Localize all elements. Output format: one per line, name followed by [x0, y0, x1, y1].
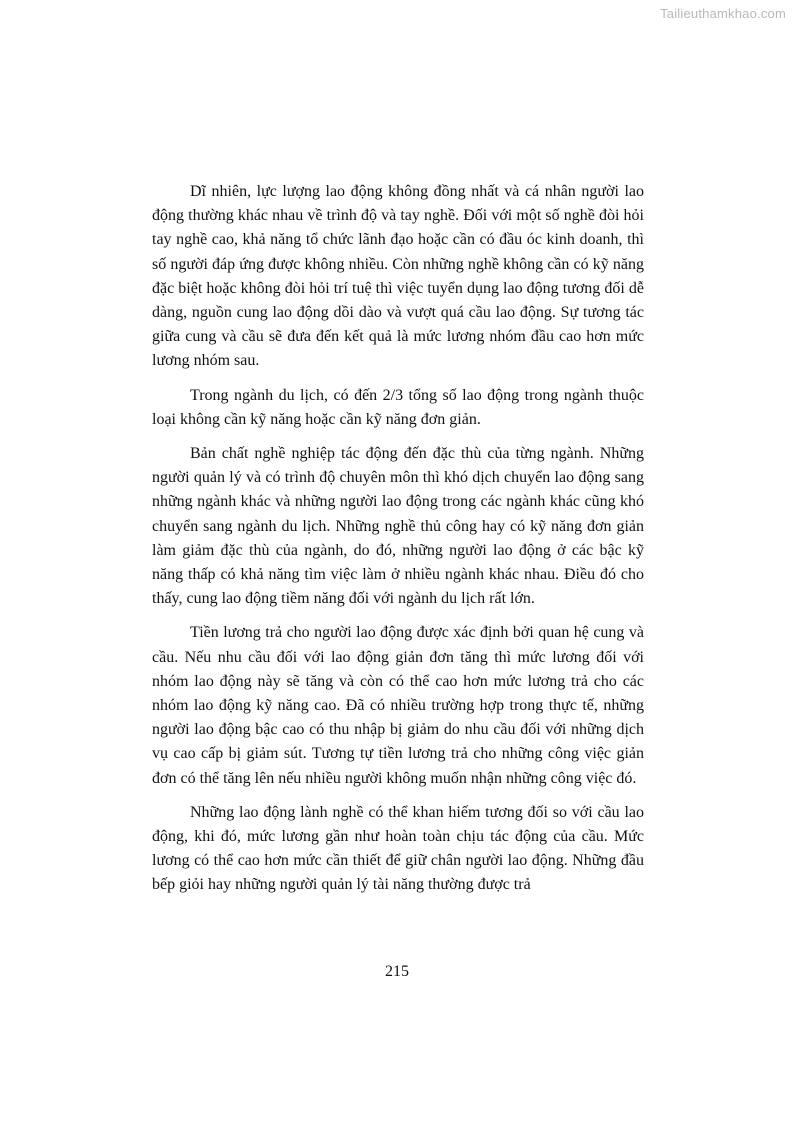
- page-body: [152, 180, 644, 908]
- paragraph: Tiền lương trả cho người lao động được xác định bởi quan hệ cung và cầu. Nếu nhu cầu đối với lao động giản đơn tăng thì mức lương đối với nhóm lao động này sẽ tăng và còn có thể cao hơn mức lương trả cho các nhóm lao động kỹ năng cao. Đã có nhiều trường hợp trong thực tế, những người lao động bậc cao có thu nhập bị giảm do nhu cầu đối với những dịch vụ cao cấp bị giảm sút. Tương tự tiền lương trả cho những công việc giản đơn có thể tăng lên nếu nhiều người không muốn nhận những công việc đó.: [152, 624, 644, 787]
- page-number: 215: [385, 963, 409, 980]
- watermark: Tailieuthamkhao.com: [660, 6, 786, 21]
- paragraph: Những lao động lành nghề có thể khan hiếm tương đối so với cầu lao động, khi đó, mức lương gần như hoàn toàn chịu tác động của cầu. Mức lương có thể cao hơn mức cần thiết để giữ chân người lao động. Những đầu bếp giỏi hay những người quản lý tài năng thường được trả: [152, 803, 644, 894]
- paragraph: Dĩ nhiên, lực lượng lao động không đồng nhất và cá nhân người lao động thường khác nhau về trình độ và tay nghề. Đối với một số nghề đòi hỏi tay nghề cao, khả năng tổ chức lãnh đạo hoặc cần có đầu óc kinh doanh, thì số người đáp ứng được không nhiều. Còn những nghề không cần có kỹ năng đặc biệt hoặc không đòi hỏi trí tuệ thì việc tuyển dụng lao động tương đối dễ dàng, nguồn cung lao động dồi dào và vượt quá cầu lao động. Sự tương tác giữa cung và cầu sẽ đưa đến kết quả là mức lương nhóm đầu cao hơn mức lương nhóm sau.: [152, 183, 644, 370]
- paragraph: Trong ngành du lịch, có đến 2/3 tổng số lao động trong ngành thuộc loại không cần kỹ năng hoặc cần kỹ năng đơn giản.: [152, 386, 644, 428]
- paragraph: Bản chất nghề nghiệp tác động đến đặc thù của từng ngành. Những người quản lý và có trình độ chuyên môn thì khó dịch chuyển lao động sang những ngành khác và những người lao động trong các ngành khác cũng khó chuyển sang ngành du lịch. Những nghề thủ công hay có kỹ năng đơn giản làm giảm đặc thù của ngành, do đó, những người lao động ở các bậc kỹ năng thấp có khả năng tìm việc làm ở nhiều ngành khác nhau. Điều đó cho thấy, cung lao động tiềm năng đối với ngành du lịch rất lớn.: [152, 445, 644, 608]
